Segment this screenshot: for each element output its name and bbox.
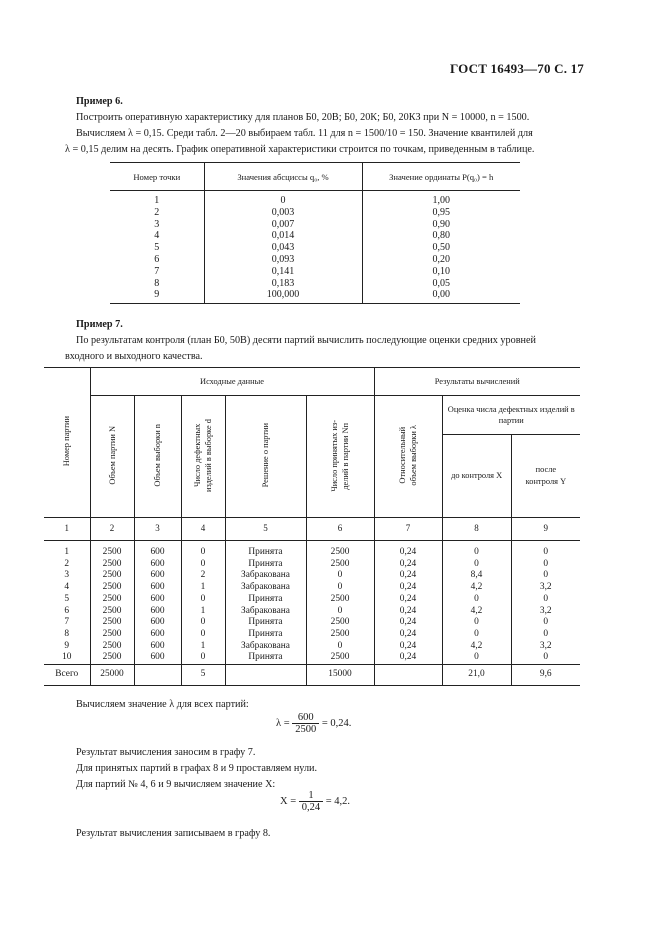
table2-cell: 0 <box>181 541 225 559</box>
table1-cell: 5 <box>154 242 160 254</box>
table2-cell: 600 <box>134 594 181 606</box>
table2-cell: 5 <box>44 594 90 606</box>
table2-cell: 600 <box>134 641 181 653</box>
example6-line1: Построить оперативную характеристику для планов Б0, 20В; Б0, 20К; Б0, 20КЗ при N = 10000, n = 1500. <box>76 112 530 123</box>
table2-cell: Принята <box>225 629 306 641</box>
table2-cell: Забракована <box>225 582 306 594</box>
table1-cell: 0,20 <box>362 254 520 266</box>
table2-group-results: Результаты вычислений <box>374 368 580 396</box>
table1-cell: 9 <box>110 289 204 303</box>
table1-cell: 0,141 <box>204 266 362 278</box>
table2-cell: 3,2 <box>511 641 580 653</box>
table2-cell: 1 <box>44 541 90 559</box>
table2-cell: 6 <box>44 606 90 618</box>
table2-cell: 600 <box>134 541 181 559</box>
table2-cell: Забракована <box>225 606 306 618</box>
table2 <box>44 367 580 686</box>
table1-cell: 2 <box>154 206 160 218</box>
table2-cell: 0,24 <box>374 559 442 571</box>
table2-cell: 2500 <box>306 629 374 641</box>
table2-cell: 9,6 <box>511 665 580 686</box>
example6-line3: λ = 0,15 делим на десять. График оперативной характеристики строится по точкам, приведенным в таблице. <box>65 144 535 155</box>
table1-cell: 0,007 <box>204 219 362 231</box>
table2-col-sample-size: Объем выборки n <box>134 396 181 518</box>
table2-cell: 15000 <box>306 665 374 686</box>
table2-cell: 2500 <box>90 652 134 664</box>
table1-cell: 3 <box>154 218 160 230</box>
table2-cell: Всего <box>44 665 90 686</box>
example6-line2: Вычисляем λ = 0,15. Среди табл. 2—20 выбираем табл. 11 для n = 1500/10 = 150. Значение квантилей для <box>76 128 533 139</box>
table2-row <box>44 606 580 618</box>
table2-cell: Принята <box>225 559 306 571</box>
table2-cell: 4,2 <box>442 582 511 594</box>
example7-title: Пример 7. <box>76 319 123 330</box>
after-line2: Результат вычисления заносим в графу 7. <box>76 747 256 758</box>
table2-cell: Принята <box>225 541 306 559</box>
table1-cell: 0 <box>204 191 362 207</box>
table2-cell: Забракована <box>225 570 306 582</box>
table2-cell: 0 <box>511 541 580 559</box>
table1-cell: 0,014 <box>204 230 362 242</box>
table2-col-estimate <box>442 396 580 518</box>
table1-cell: 0,00 <box>362 289 520 303</box>
table2-cell: 8,4 <box>442 570 511 582</box>
table1-row <box>110 266 520 278</box>
table2-cell: 2500 <box>306 541 374 559</box>
table2-cell: 0,24 <box>374 617 442 629</box>
table2-cell: 0 <box>511 629 580 641</box>
table1-cell: 0,95 <box>362 207 520 219</box>
table2-cell: 2 <box>90 518 134 541</box>
table2-cell: 2500 <box>90 641 134 653</box>
table2-cell: 2500 <box>306 617 374 629</box>
table2-cell: 2500 <box>90 594 134 606</box>
table2-cell: 7 <box>44 617 90 629</box>
table2-cell: 2 <box>44 559 90 571</box>
table2-cell: 0 <box>511 594 580 606</box>
table2-cell <box>225 665 306 686</box>
table2-cell: 0 <box>306 570 374 582</box>
table2-cell: 0,24 <box>374 641 442 653</box>
table1-wrap <box>110 162 520 304</box>
table2-cell: 0 <box>511 652 580 664</box>
table1-cell: 0,90 <box>362 219 520 231</box>
table2-cell: 9 <box>511 518 580 541</box>
table2-cell: 8 <box>44 629 90 641</box>
table2-cell: 600 <box>134 606 181 618</box>
table2-cell: 0,24 <box>374 582 442 594</box>
table2-cell: 25000 <box>90 665 134 686</box>
table2-cell: 2500 <box>90 629 134 641</box>
table1-row <box>110 191 520 207</box>
table2-cell: 1 <box>44 518 90 541</box>
table2-cell: 0 <box>511 559 580 571</box>
table2-cell: 0 <box>442 559 511 571</box>
table1-cell: 0,10 <box>362 266 520 278</box>
table2-cell: 0 <box>181 629 225 641</box>
table1-row <box>110 254 520 266</box>
table2-cell: 0,24 <box>374 570 442 582</box>
table2-cell: Принята <box>225 594 306 606</box>
table2-col-lot-size: Объем партии N <box>90 396 134 518</box>
table2-cell: 2500 <box>90 541 134 559</box>
table1-cell: 8 <box>154 277 160 289</box>
table2-cell: 5 <box>181 665 225 686</box>
table2-col-after: после контроля Y <box>525 464 567 486</box>
after-block <box>76 745 317 793</box>
table2-group-source-data: Исходные данные <box>90 368 374 396</box>
table2-cell: 4,2 <box>442 641 511 653</box>
example6-title: Пример 6. <box>76 96 123 107</box>
table2-row <box>44 582 580 594</box>
example7-line2: входного и выходного качества. <box>65 351 203 362</box>
table1-cell: 0,80 <box>362 230 520 242</box>
table2-cell: 0,24 <box>374 652 442 664</box>
table2-row <box>44 541 580 559</box>
example7-line1: По результатам контроля (план Б0, 50В) десяти партий вычислить последующие оценки средних уровней <box>76 335 536 346</box>
table2-cell: 600 <box>134 629 181 641</box>
table2-cell: 2500 <box>90 570 134 582</box>
table2-subgroup-estimate: Оценка числа дефектных изделий в партии <box>443 396 581 434</box>
table1-cell: 0,003 <box>204 207 362 219</box>
table2-cell: 4 <box>44 582 90 594</box>
table2-cell: 5 <box>225 518 306 541</box>
formula-x: X = $\frac{1}{0,24}$ = 4,2. <box>280 790 351 813</box>
table2-col-defects: Число дефектных изделий в выборке d <box>181 396 225 518</box>
table1-row <box>110 289 520 303</box>
table2-wrap <box>44 367 580 686</box>
table2-cell: 600 <box>134 617 181 629</box>
table1-cell: 0,50 <box>362 242 520 254</box>
table2-row <box>44 629 580 641</box>
table1-cell: 100,000 <box>204 289 362 303</box>
table2-row <box>44 594 580 606</box>
table1-cell: 0,043 <box>204 242 362 254</box>
table1-cell: 0,093 <box>204 254 362 266</box>
table2-cell: 9 <box>44 641 90 653</box>
table2-cell: 0 <box>181 617 225 629</box>
table2-col-before: до контроля X <box>443 434 512 517</box>
table2-cell: 0 <box>181 559 225 571</box>
table2-cell: Принята <box>225 617 306 629</box>
table1-row <box>110 207 520 219</box>
table2-cell: 0,24 <box>374 541 442 559</box>
table2-cell: 2500 <box>90 559 134 571</box>
table2-cell: 0 <box>306 582 374 594</box>
table1-row <box>110 278 520 290</box>
example7-block <box>65 317 596 365</box>
table2-number-row <box>44 518 580 541</box>
table1-row <box>110 219 520 231</box>
example6-block <box>65 94 596 158</box>
table1-cell: 6 <box>154 253 160 265</box>
table2-cell: 0 <box>306 606 374 618</box>
table2-row <box>44 570 580 582</box>
table2-cell: 0 <box>306 641 374 653</box>
table2-cell: 600 <box>134 570 181 582</box>
table2-cell: 2500 <box>90 606 134 618</box>
table2-cell: 2500 <box>306 559 374 571</box>
table2-row <box>44 641 580 653</box>
table1-header-abscissa: Значения абсциссы q₀, % <box>204 163 362 191</box>
table2-cell: 0 <box>511 570 580 582</box>
table2-cell: Принята <box>225 652 306 664</box>
table2-cell: 600 <box>134 652 181 664</box>
table2-cell: 0,24 <box>374 594 442 606</box>
table1-header-ordinate: Значение ординаты P(q₀) = h <box>362 163 520 191</box>
table1 <box>110 162 520 304</box>
table2-cell: 1 <box>181 582 225 594</box>
table2-cell: 4,2 <box>442 606 511 618</box>
table2-col-decision: Решение о партии <box>225 396 306 518</box>
table2-cell: 600 <box>134 559 181 571</box>
table1-cell: 1 <box>154 195 160 206</box>
table1-cell: 0,05 <box>362 278 520 290</box>
table2-cell: 10 <box>44 652 90 664</box>
table2-cell: 4 <box>181 518 225 541</box>
formula-lambda: λ = $\frac{600}{2500}$ = 0,24. <box>276 712 352 735</box>
table2-row <box>44 652 580 664</box>
table2-row <box>44 617 580 629</box>
table2-total-row <box>44 665 580 686</box>
table1-cell: 4 <box>154 230 160 242</box>
table1-cell: 0,183 <box>204 278 362 290</box>
table1-row <box>110 242 520 254</box>
table2-col-relative-volume: Относительный объем выборки λ <box>374 396 442 518</box>
table2-cell: 0 <box>442 629 511 641</box>
table2-cell: 21,0 <box>442 665 511 686</box>
table2-cell: 2500 <box>306 594 374 606</box>
table2-cell: 0 <box>181 594 225 606</box>
table2-col-lot-number: Номер партии <box>44 368 90 518</box>
table1-cell: 1,00 <box>362 191 520 207</box>
table2-cell: 2500 <box>306 652 374 664</box>
table1-cell: 7 <box>154 265 160 277</box>
table2-cell: 2500 <box>90 617 134 629</box>
page-header: ГОСТ 16493—70 С. 17 <box>450 61 584 76</box>
table2-cell: 6 <box>306 518 374 541</box>
table2-cell: 3 <box>44 570 90 582</box>
table2-cell: 0,24 <box>374 629 442 641</box>
table2-cell: 1 <box>181 641 225 653</box>
table2-cell: 0 <box>442 617 511 629</box>
after-line4: Для партий № 4, 6 и 9 вычисляем значение X: <box>76 779 276 790</box>
after-line1: Вычисляем значение λ для всех партий: <box>76 699 249 710</box>
after-line5: Результат вычисления записываем в графу 8. <box>76 828 271 839</box>
table1-body <box>110 191 520 304</box>
table2-cell <box>374 665 442 686</box>
table2-cell: 1 <box>181 606 225 618</box>
table2-cell: 0,24 <box>374 606 442 618</box>
table2-cell <box>134 665 181 686</box>
table2-cell: 3,2 <box>511 606 580 618</box>
table2-cell: Забракована <box>225 641 306 653</box>
table2-cell: 0 <box>442 594 511 606</box>
table1-header-point: Номер точки <box>110 163 204 191</box>
table2-cell: 8 <box>442 518 511 541</box>
table2-body <box>44 518 580 686</box>
table2-row <box>44 559 580 571</box>
table2-cell: 0 <box>181 652 225 664</box>
table2-cell: 0 <box>442 541 511 559</box>
table2-cell: 0 <box>511 617 580 629</box>
table2-cell: 0 <box>442 652 511 664</box>
table2-cell: 2500 <box>90 582 134 594</box>
table2-cell: 7 <box>374 518 442 541</box>
table2-cell: 2 <box>181 570 225 582</box>
table1-row <box>110 230 520 242</box>
table2-cell: 3 <box>134 518 181 541</box>
table2-cell: 3,2 <box>511 582 580 594</box>
table2-cell: 600 <box>134 582 181 594</box>
table2-col-accepted: Число принятых из- делий в партии Nп <box>306 396 374 518</box>
after-line3: Для принятых партий в графах 8 и 9 проставляем нули. <box>76 763 318 774</box>
